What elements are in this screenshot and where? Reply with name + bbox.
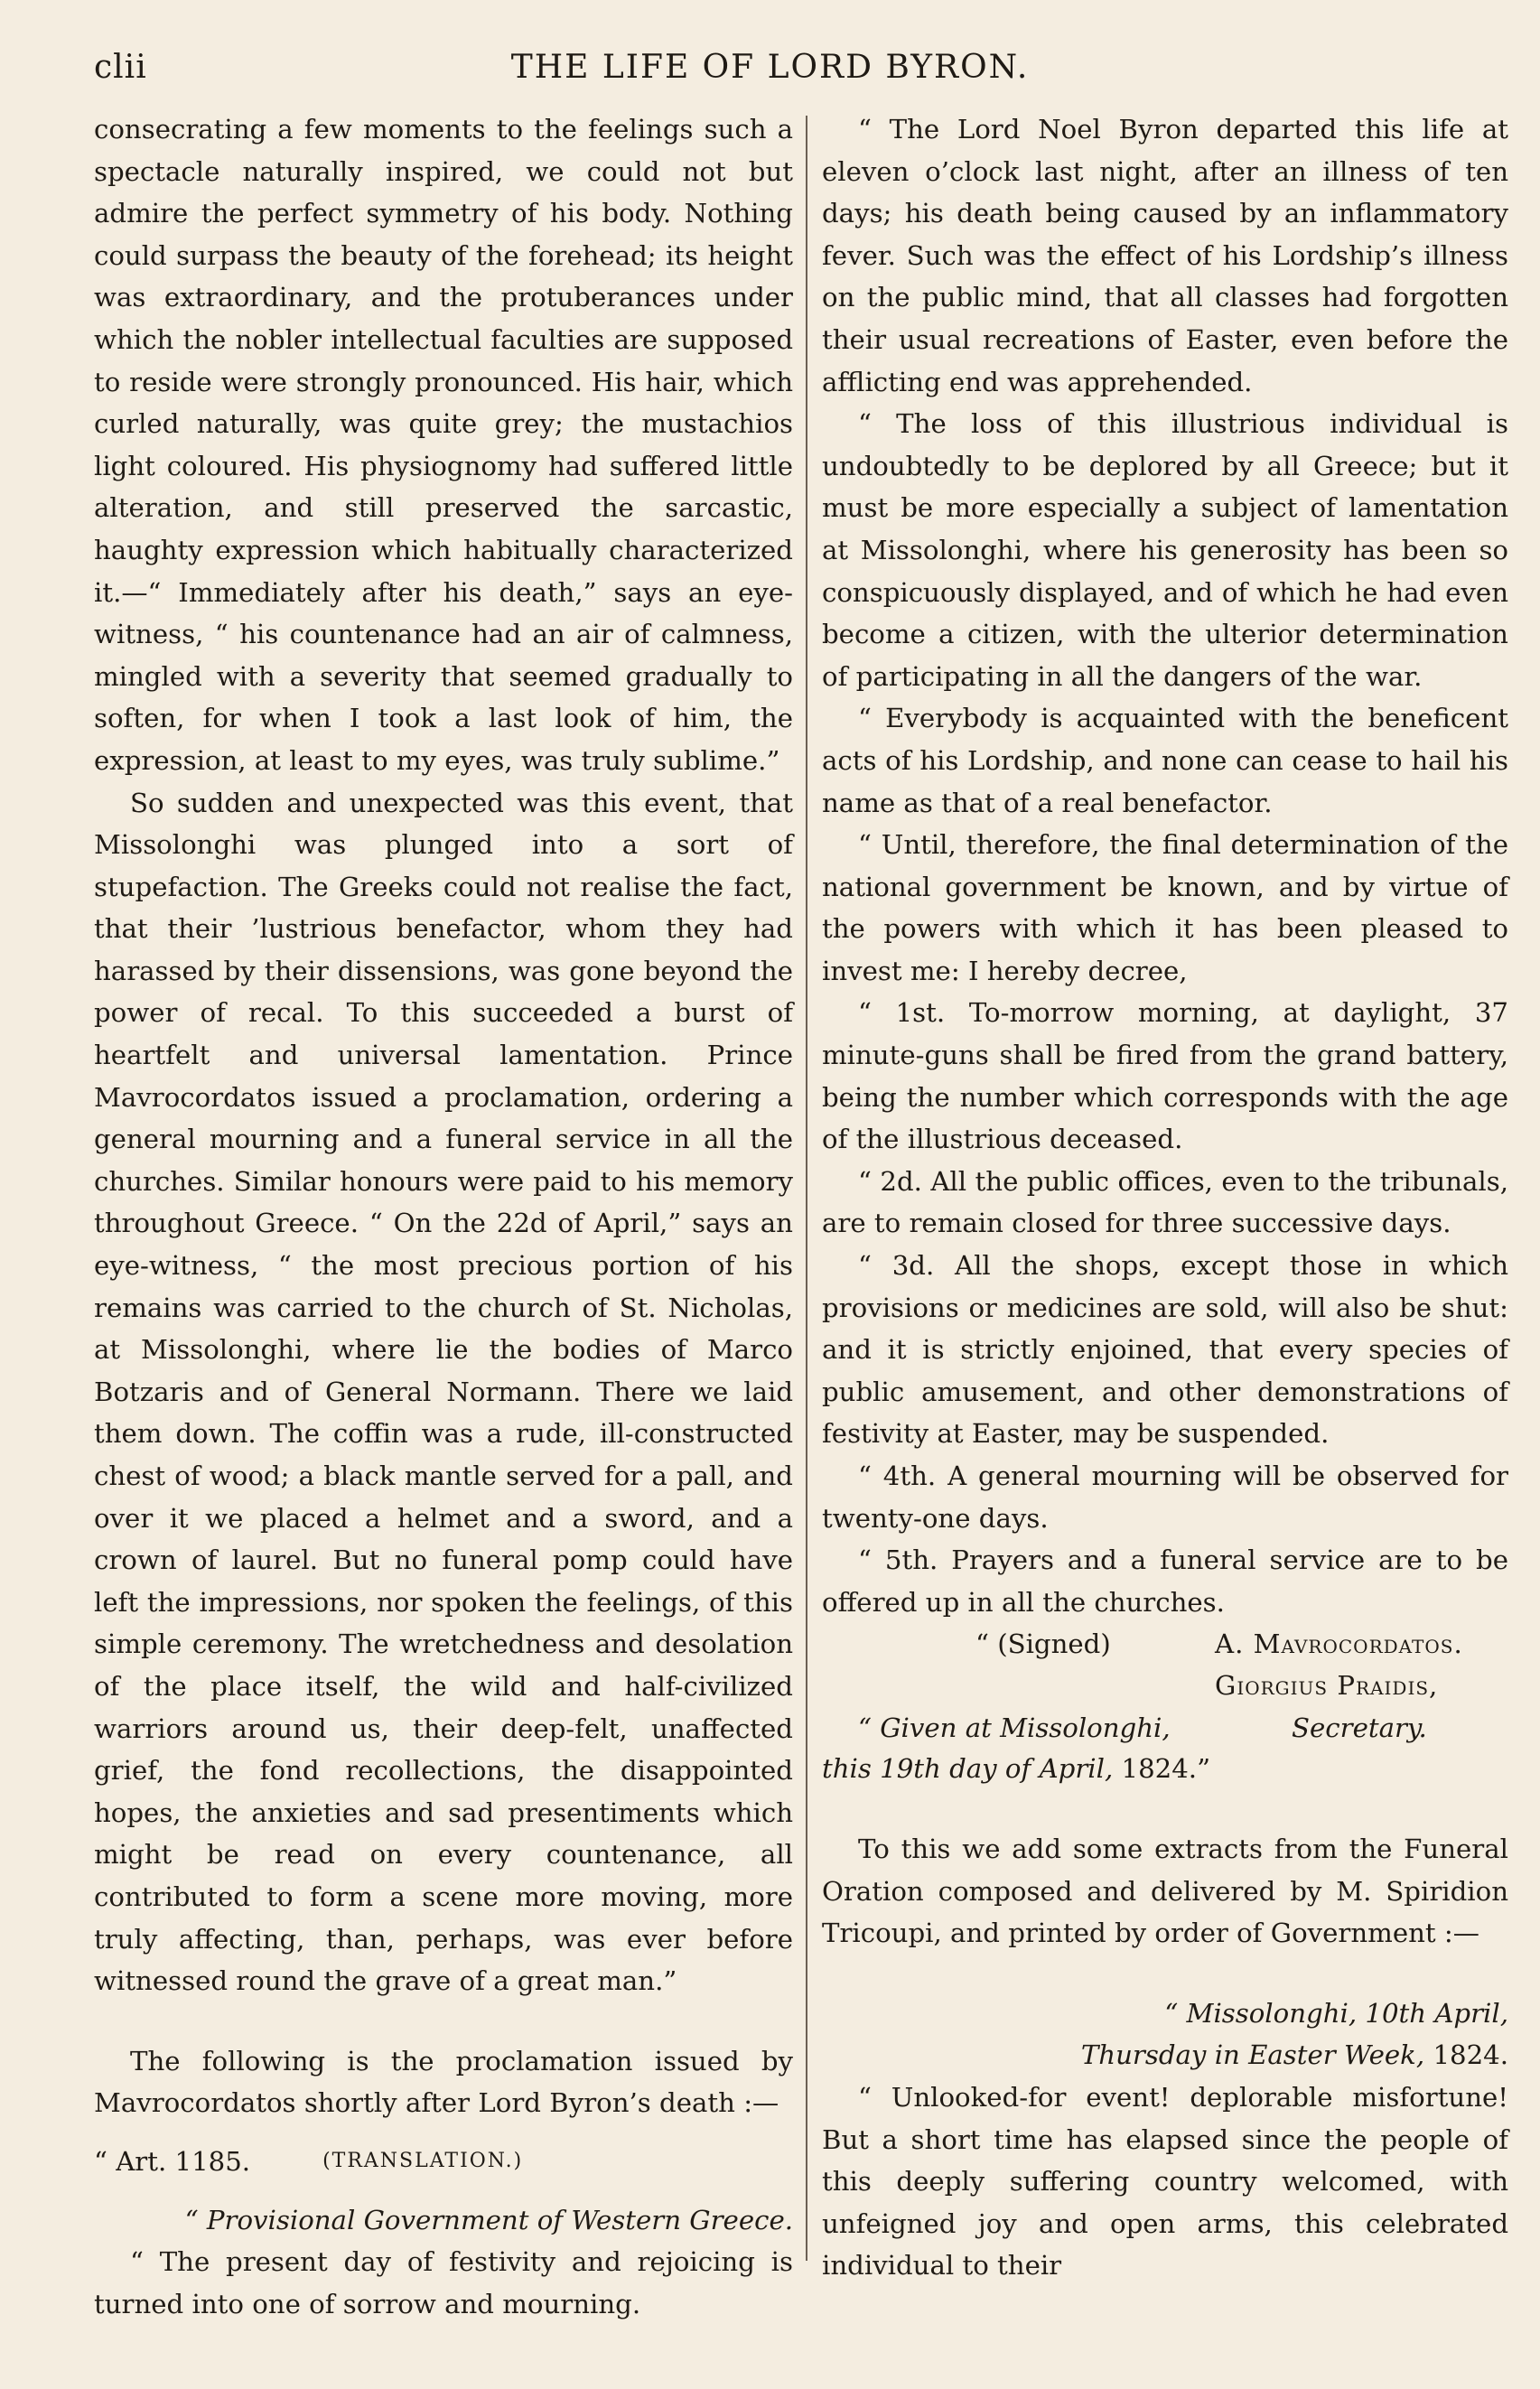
dateline: “ Missolonghi, 10th April, xyxy=(1164,1997,1508,2029)
page-number: clii xyxy=(94,49,147,86)
secretary-title: Secretary. xyxy=(1292,1712,1427,1744)
column-divider xyxy=(806,116,807,2261)
paragraph: “ 4th. A general mourning will be observed for twenty-one days. xyxy=(822,1460,1508,1534)
paragraph: “ 3d. All the shops, except those in which provisions or medicines are sold, will also be shut: and it is strictly enjoined, that every species of public amusement, and other demonstrations of festivity at Easter, may be suspended. xyxy=(822,1250,1508,1450)
article-heading xyxy=(94,2141,793,2183)
signatory-name: A. Mavrocordatos. xyxy=(1215,1628,1463,1660)
paragraph: consecrating a few moments to the feelings such a spectacle naturally inspired, we could not but admire the perfect symmetry of his body. Nothing could surpass the beauty of the forehead; its height was extraordinary, and the protuberances under which the nobler intellectual faculties are supposed to reside were strongly pronounced. His hair, which curled naturally, was quite grey; the mustachios light coloured. His physiognomy had suffered little alteration, and still preserved the sarcastic, haughty expression which habitually characterized it.—“ Immediately after his death,” says an eye-witness, “ his countenance had an air of calmness, mingled with a severity that seemed gradually to soften, for when I took a last look of him, the expression, at least to my eyes, was truly sublime.” xyxy=(94,114,793,776)
paragraph: “ Unlooked-for event! deplorable misfortune! But a short time has elapsed since the people of this deeply suffering country welcomed, with unfeigned joy and open arms, this celebrated individual to their xyxy=(822,2081,1508,2282)
paragraph: “ The loss of this illustrious individual is undoubtedly to be deplored by all Greece; but it must be more especially a subject of lamentation at Missolonghi, where his generosity has been so conspicuously displayed, and of which he had even become a citizen, with the ulterior determination of participating in all the dangers of the war. xyxy=(822,408,1508,692)
running-header xyxy=(0,45,1540,99)
paragraph: “ The Lord Noel Byron departed this life at eleven o’clock last night, after an illness of ten days; his death being caused by an inflammatory fever. Such was the effect of his Lordship’s illness on the public mind, that all classes had forgotten their usual recreations of Easter, even before the afflicting end was apprehended. xyxy=(822,114,1508,397)
given-at: “ Given at Missolonghi, xyxy=(858,1712,1171,1744)
paragraph: “ 2d. All the public offices, even to the tribunals, are to remain closed for three successive days. xyxy=(822,1165,1508,1239)
signature-block xyxy=(822,1623,1508,1750)
paragraph: “ Everybody is acquainted with the beneficent acts of his Lordship, and none can cease to hail his name as that of a real benefactor. xyxy=(822,703,1508,818)
paragraph: “ 5th. Prayers and a funeral service are to be offered up in all the churches. xyxy=(822,1544,1508,1618)
paragraph: So sudden and unexpected was this event, that Missolonghi was plunged into a sort of stupefaction. The Greeks could not realise the fact, that their ’lustrious benefactor, whom they had harassed by their dissensions, was gone beyond the power of recal. To this succeeded a burst of heartfelt and universal lamentation. Prince Mavrocordatos issued a proclamation, ordering a general mourning and a funeral service in all the churches. Similar honours were paid to his memory throughout Greece. “ On the 22d of April,” says an eye-witness, “ the most precious portion of his remains was carried to the church of St. Nicholas, at Missolonghi, where lie the bodies of Marco Botzaris and of General Normann. There we laid them down. The coffin was a rude, ill-constructed chest of wood; a black mantle served for a pall, and over it we placed a helmet and a sword, and a crown of laurel. But no funeral pomp could have left the impressions, nor spoken the feelings, of this simple ceremony. The wretchedness and desolation of the place itself, the wild and half-civilized warriors around us, their deep-felt, unaffected grief, the fond recollections, the disappointed hopes, the anxieties and sad presentiments which might be read on every countenance, all contributed to form a scene more moving, more truly affecting, than, perhaps, was ever before witnessed round the grave of a great man.” xyxy=(94,787,793,1997)
translation-label: (TRANSLATION.) xyxy=(322,2149,524,2172)
signed-label: “ (Signed) xyxy=(975,1628,1111,1660)
running-title: THE LIFE OF LORD BYRON. xyxy=(510,49,1030,86)
right-column xyxy=(822,108,1508,2287)
paragraph: “ Until, therefore, the final determination of the national government be known, and by virtue of the powers with which it has been pleased to invest me: I hereby decree, xyxy=(822,829,1508,986)
paragraph: The following is the proclamation issued by Mavrocordatos shortly after Lord Byron’s death :— xyxy=(94,2045,793,2119)
dateline: Thursday in Easter Week, 1824. xyxy=(1080,2039,1508,2071)
paragraph: “ 1st. To-morrow morning, at daylight, 37 minute-guns shall be fired from the grand battery, being the number which corresponds with the age of the illustrious deceased. xyxy=(822,997,1508,1155)
left-column xyxy=(94,108,793,2325)
given-date: this 19th day of April, 1824.” xyxy=(822,1753,1211,1785)
paragraph: “ The present day of festivity and rejoicing is turned into one of sorrow and mourning. xyxy=(94,2246,793,2319)
government-heading: “ Provisional Government of Western Greece. xyxy=(184,2204,793,2235)
paragraph: To this we add some extracts from the Funeral Oration composed and delivered by M. Spiridion Tricoupi, and printed by order of Government :— xyxy=(822,1833,1508,1949)
article-number: “ Art. 1185. xyxy=(94,2145,251,2177)
secretary-name: Giorgius Praidis, xyxy=(1215,1670,1439,1702)
